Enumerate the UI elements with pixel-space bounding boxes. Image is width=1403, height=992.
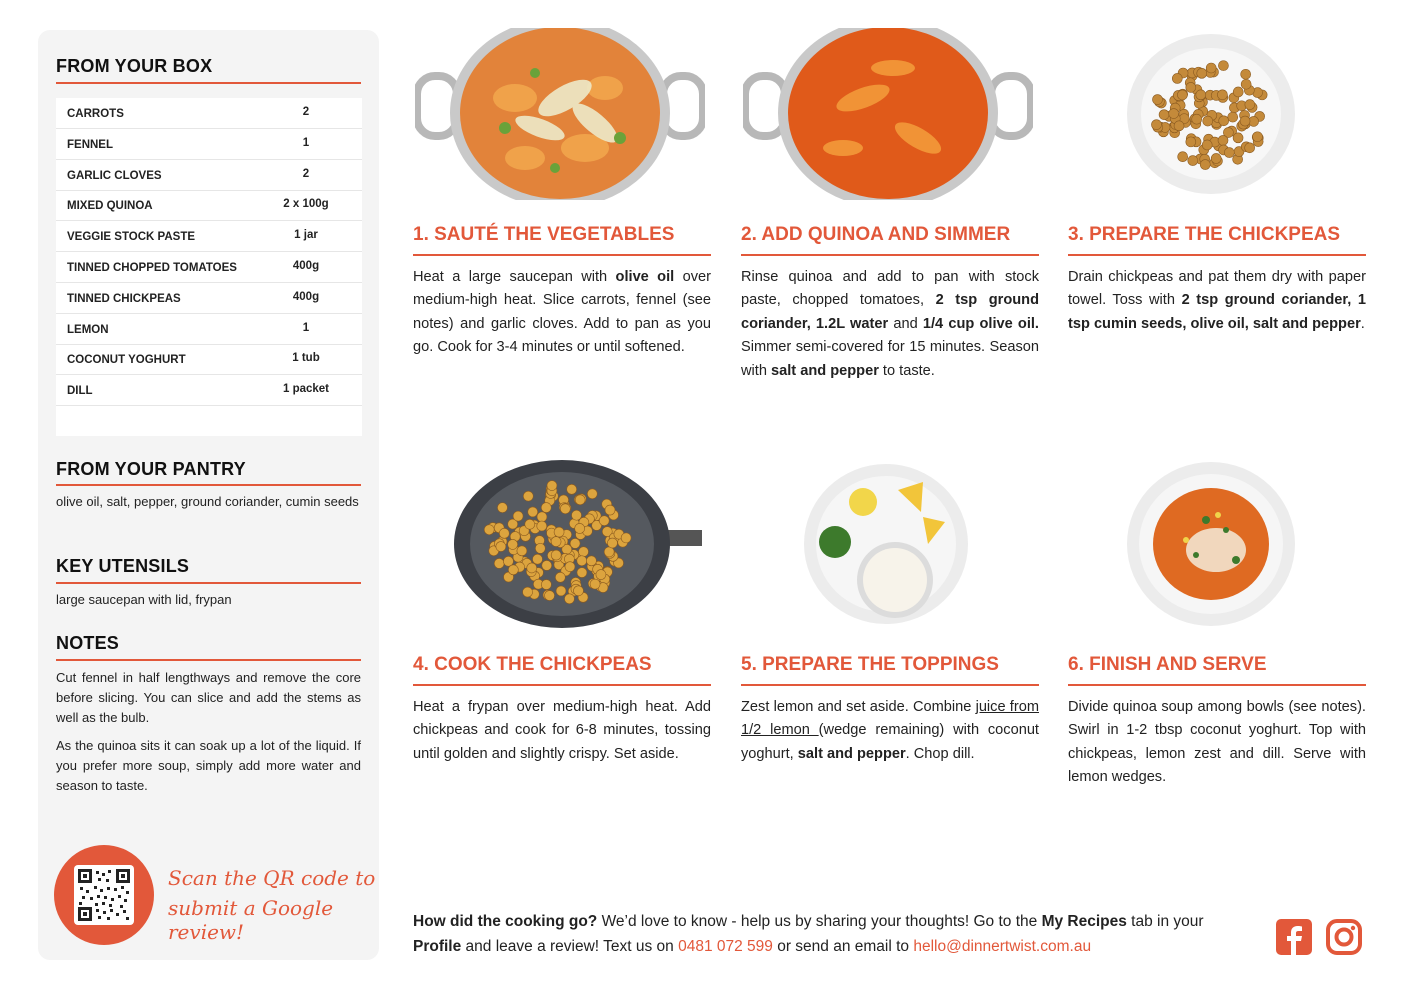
ingredients-sidebar bbox=[38, 30, 379, 960]
box-title: FROM YOUR BOX bbox=[56, 56, 213, 76]
step-divider bbox=[1068, 254, 1366, 256]
ingredient-name: GARLIC CLOVES bbox=[67, 169, 162, 182]
ingredient-qty: 400g bbox=[292, 290, 320, 303]
note-1: Cut fennel in half lengthways and remove the core before slicing. You can slice and add the stems as well as the bulb. bbox=[56, 670, 361, 725]
step-2-title: 2. ADD QUINOA AND SIMMER bbox=[741, 224, 1011, 245]
step-1-text: Heat a large saucepan with olive oil over medium-high heat. Slice carrots, fennel (see notes) and garlic cloves. Add to pan as you go. Cook for 3-4 minutes or until softened. bbox=[413, 269, 711, 356]
step-3-title: 3. PREPARE THE CHICKPEAS bbox=[1068, 224, 1341, 245]
ingredient-qty: 2 x 100g bbox=[283, 198, 329, 211]
phone-link[interactable]: 0481 072 599 bbox=[678, 938, 773, 955]
ingredient-name: TINNED CHICKPEAS bbox=[67, 292, 181, 305]
ingredient-row bbox=[56, 314, 362, 345]
ingredient-qty: 1 bbox=[302, 321, 310, 334]
email-link[interactable]: hello@dinnertwist.com.au bbox=[913, 938, 1092, 955]
divider bbox=[56, 82, 361, 84]
ingredient-qty: 1 tub bbox=[292, 352, 320, 365]
ingredient-name: CARROTS bbox=[67, 108, 124, 120]
ingredients-table bbox=[56, 98, 362, 436]
step-2-photo bbox=[743, 28, 1033, 200]
step-4-title: 4. COOK THE CHICKPEAS bbox=[413, 654, 652, 675]
ingredient-name: LEMON bbox=[67, 323, 109, 336]
step-divider bbox=[413, 254, 711, 256]
review-footer bbox=[413, 909, 1253, 959]
facebook-icon[interactable] bbox=[1275, 918, 1313, 956]
step-4-photo bbox=[452, 460, 704, 628]
utensils-title: KEY UTENSILS bbox=[56, 556, 190, 576]
step-divider bbox=[741, 254, 1039, 256]
ingredient-row bbox=[56, 252, 362, 283]
divider bbox=[56, 659, 361, 661]
step-1-photo bbox=[415, 28, 705, 200]
ingredient-name: FENNEL bbox=[67, 138, 113, 151]
footer-text: or send an email to bbox=[772, 938, 914, 955]
ingredient-qty: 400g bbox=[292, 260, 320, 272]
step-2-text: Rinse quinoa and add to pan with stock paste, chopped tomatoes, 2 tsp ground coriander, 1.2L water and 1/4 cup olive oil. Simmer semi-covered for 15 minutes. Season with salt and pepper to taste. bbox=[741, 269, 1039, 379]
ingredient-name: DILL bbox=[67, 385, 93, 398]
ingredient-row bbox=[56, 98, 362, 129]
qr-code-icon[interactable] bbox=[74, 865, 134, 925]
step-5-text: Zest lemon and set aside. Combine juice from 1/2 lemon (wedge remaining) with coconut yoghurt, salt and pepper. Chop dill. bbox=[741, 699, 1039, 762]
ingredient-row bbox=[56, 160, 362, 191]
footer-text: tab in your bbox=[1126, 913, 1204, 930]
step-divider bbox=[1068, 684, 1366, 686]
divider bbox=[56, 484, 361, 486]
step-6-text: Divide quinoa soup among bowls (see notes). Swirl in 1-2 tbsp coconut yoghurt. Top with chickpeas, lemon zest and dill. Serve with lemon wedges. bbox=[1068, 699, 1366, 786]
utensils-text: large saucepan with lid, frypan bbox=[56, 592, 232, 607]
pantry-title: FROM YOUR PANTRY bbox=[56, 459, 246, 479]
step-6-photo bbox=[1126, 460, 1296, 628]
ingredient-qty: 1 bbox=[302, 136, 310, 149]
step-5-title: 5. PREPARE THE TOPPINGS bbox=[741, 654, 999, 675]
footer-profile: Profile bbox=[413, 938, 462, 955]
ingredient-row bbox=[56, 344, 362, 375]
instagram-icon[interactable] bbox=[1325, 918, 1363, 956]
ingredient-name: COCONUT YOGHURT bbox=[67, 354, 186, 367]
footer-text: and leave a review! Text us on bbox=[461, 938, 679, 955]
footer-my-recipes: My Recipes bbox=[1041, 913, 1127, 930]
ingredient-name: TINNED CHOPPED TOMATOES bbox=[67, 262, 237, 274]
step-3-photo bbox=[1125, 32, 1297, 196]
ingredient-name: MIXED QUINOA bbox=[67, 200, 153, 213]
pantry-text: olive oil, salt, pepper, ground coriander, cumin seeds bbox=[56, 494, 359, 509]
ingredient-row bbox=[56, 283, 362, 314]
note-2: As the quinoa sits it can soak up a lot of the liquid. If you prefer more soup, simply add more water and season to taste. bbox=[56, 738, 361, 793]
ingredient-qty: 1 packet bbox=[282, 383, 330, 396]
step-divider bbox=[741, 684, 1039, 686]
ingredient-qty: 2 bbox=[302, 167, 310, 180]
ingredient-qty: 1 jar bbox=[294, 229, 318, 242]
ingredient-name: VEGGIE STOCK PASTE bbox=[67, 231, 196, 244]
step-divider bbox=[413, 684, 711, 686]
footer-text: We’d love to know - help us by sharing your thoughts! Go to the bbox=[597, 913, 1042, 930]
step-1-title: 1. SAUTÉ THE VEGETABLES bbox=[413, 224, 675, 245]
ingredient-row bbox=[56, 375, 362, 406]
qr-caption-line2: submit a Google review! bbox=[168, 896, 334, 944]
ingredient-row bbox=[56, 129, 362, 160]
qr-caption-line1: Scan the QR code to bbox=[168, 866, 376, 890]
step-6-title: 6. FINISH AND SERVE bbox=[1068, 654, 1267, 675]
notes-title: NOTES bbox=[56, 633, 120, 653]
qr-badge[interactable] bbox=[54, 845, 154, 945]
ingredient-qty: 2 bbox=[302, 106, 310, 118]
footer-question: How did the cooking go? bbox=[413, 913, 598, 930]
ingredient-row bbox=[56, 190, 362, 221]
step-4-text: Heat a frypan over medium-high heat. Add chickpeas and cook for 6-8 minutes, tossing until golden and slightly crispy. Set aside. bbox=[413, 699, 711, 762]
divider bbox=[56, 582, 361, 584]
step-3-text: Drain chickpeas and pat them dry with paper towel. Toss with 2 tsp ground coriander, 1 tsp cumin seeds, olive oil, salt and pepper. bbox=[1068, 269, 1366, 332]
step-5-photo bbox=[803, 462, 969, 626]
ingredient-row bbox=[56, 221, 362, 252]
